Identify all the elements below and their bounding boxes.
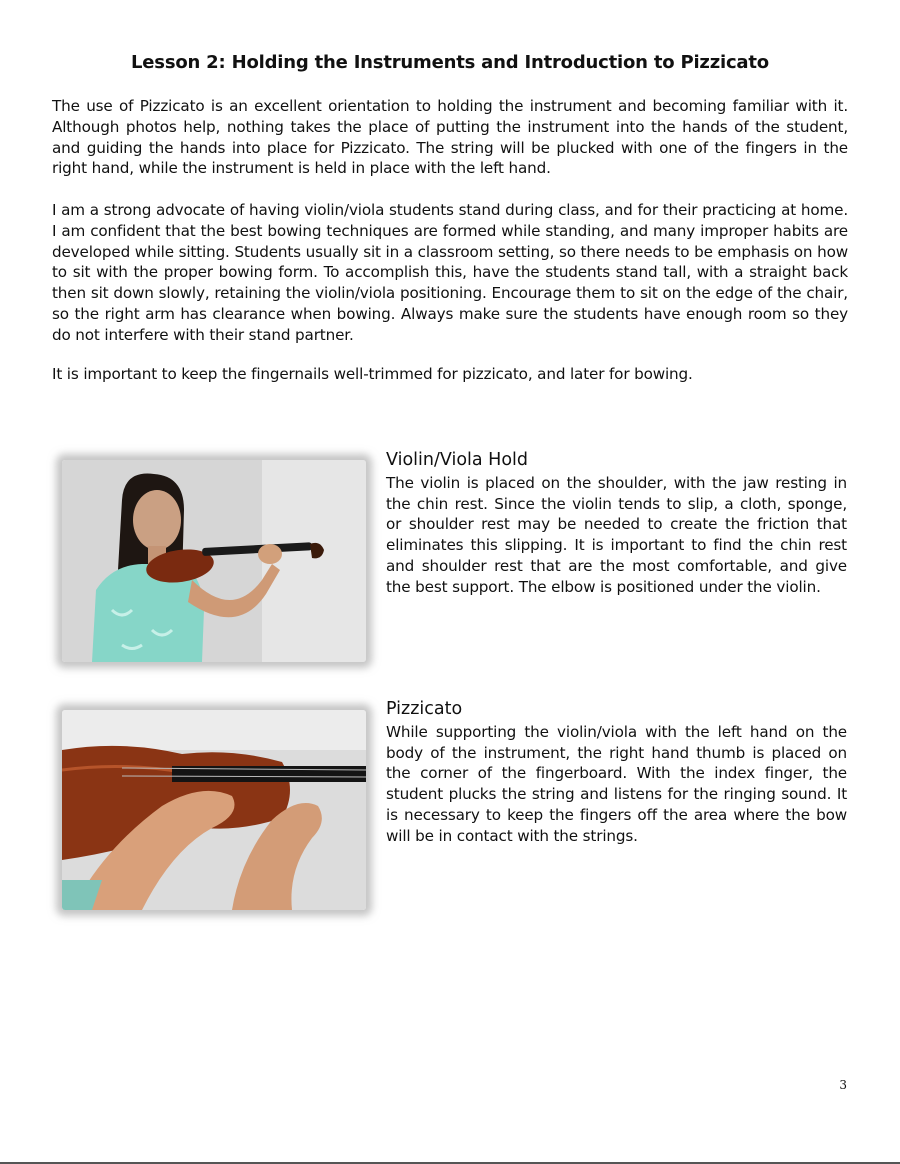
intro-paragraph: The use of Pizzicato is an excellent orientation to holding the instrument and becoming familiar with it. Although photos help, nothing takes the place of putting the instrument into the hands of the student, and guiding the hands into place for Pizzicato. The string will be plucked with one of the fingers in the right hand, while the instrument is held in place with the left hand. [52, 97, 848, 178]
violin-hold-text: The violin is placed on the shoulder, with the jaw resting in the chin rest. Since the violin tends to slip, a cloth, sponge, or shoulder rest may be needed to create the friction that eliminates this slipping. It is important to find the chin rest and shoulder rest that are the most comfortable, and give the best support. The elbow is positioned under the violin. [386, 474, 847, 596]
page-title: Lesson 2: Holding the Instruments and Introduction to Pizzicato [131, 52, 769, 73]
pizzicato-heading: Pizzicato [386, 699, 463, 719]
violin-hold-section [386, 449, 847, 597]
pizzicato-section [386, 698, 847, 846]
standing-paragraph: I am a strong advocate of having violin/viola students stand during class, and for their practicing at home. I am confident that the best bowing techniques are formed while standing, and many improper habits are developed while sitting. Students usually sit in a classroom setting, so there needs to be emphasis on how to sit with the proper bowing form. To accomplish this, have the students stand tall, with a straight back then sit down slowly, retaining the violin/viola positioning. Encourage them to sit on the edge of the chair, so the right arm has clearance when bowing. Always make sure the students have enough room so they do not interfere with their stand partner. [52, 201, 848, 344]
violin-hold-heading: Violin/Viola Hold [386, 450, 529, 470]
pizzicato-photo [62, 710, 366, 910]
pizzicato-text: While supporting the violin/viola with the left hand on the body of the instrument, the right hand thumb is placed on the corner of the fingerboard. With the index finger, the student plucks the string and listens for the ringing sound. It is necessary to keep the fingers off the area where the bow will be in contact with the strings. [386, 723, 847, 845]
fingernails-paragraph: It is important to keep the fingernails well-trimmed for pizzicato, and later for bowing. [52, 365, 693, 383]
page-number: 3 [839, 1078, 847, 1092]
violin-hold-photo [62, 460, 366, 662]
